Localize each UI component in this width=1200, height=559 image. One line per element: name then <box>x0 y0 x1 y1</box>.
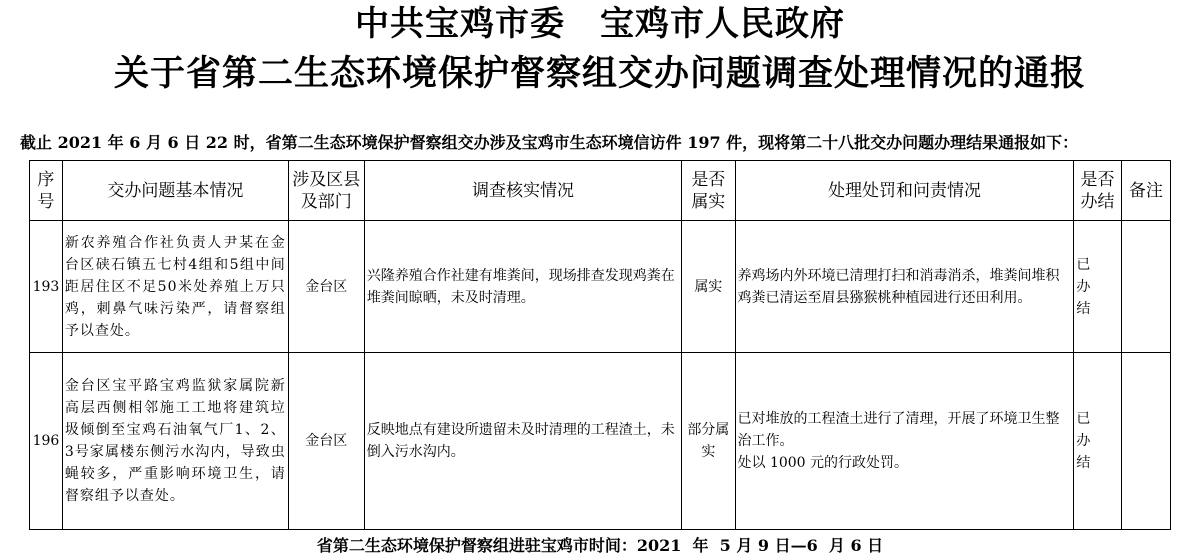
row-district: 金台区 <box>288 221 364 353</box>
row-closed: 已办结 <box>1074 221 1121 353</box>
row-remark <box>1121 353 1170 530</box>
row-verify: 兴隆养殖合作社建有堆粪间，现场排查发现鸡粪在堆粪间晾晒，未及时清理。 <box>364 221 681 353</box>
title-line-2: 关于省第二生态环境保护督察组交办问题调查处理情况的通报 <box>113 53 1086 94</box>
header-punish: 处理处罚和问责情况 <box>735 161 1074 221</box>
header-seq: 序号 <box>30 161 63 221</box>
report-table <box>29 160 1171 530</box>
row-punish-line: 已对堆放的工程渣土进行了清理，开展了环境卫生整治工作。 <box>737 411 1060 449</box>
table-row <box>30 353 1171 530</box>
row-punish <box>735 221 1074 353</box>
row-basic: 新农养殖合作社负责人尹某在金台区硖石镇五七村4组和5组中间距居住区不足50米处养殖上万只鸡，刺鼻气味污染严，请督察组予以查处。 <box>62 221 288 353</box>
row-seq: 193 <box>30 221 63 353</box>
row-is-true: 属实 <box>682 221 735 353</box>
header-verify: 调查核实情况 <box>364 161 681 221</box>
row-is-true: 部分属实 <box>682 353 735 530</box>
header-is-true: 是否属实 <box>682 161 735 221</box>
table-header-row <box>30 161 1171 221</box>
row-district: 金台区 <box>288 353 364 530</box>
intro-text: 截止 2021 年 6 月 6 日 22 时，省第二生态环境保护督察组交办涉及宝鸡市生态环境信访件 197 件，现将第二十八批交办问题办理结果通报如下： <box>20 133 1079 152</box>
row-remark <box>1121 221 1170 353</box>
header-district: 涉及区县及部门 <box>288 161 364 221</box>
footer-label: 省第二生态环境保护督察组进驻宝鸡市时间：2021 年 5 月 9 日—6 月 6 日 <box>316 536 884 555</box>
row-punish <box>735 353 1074 530</box>
header-remark: 备注 <box>1121 161 1170 221</box>
row-punish-line-2: 处以 1000 元的行政处罚。 <box>737 455 909 471</box>
table-row <box>30 221 1171 353</box>
row-basic: 金台区宝平路宝鸡监狱家属院新高层西侧相邻施工工地将建筑垃圾倾倒至宝鸡石油氧气厂1、2、3号家属楼东侧污水沟内，导致虫蝇较多，严重影响环境卫生，请督察组予以查处。 <box>62 353 288 530</box>
row-closed: 已办结 <box>1074 353 1121 530</box>
header-basic: 交办问题基本情况 <box>62 161 288 221</box>
row-punish-line: 养鸡场内外环境已清理打扫和消毒消杀，堆粪间堆积鸡粪已清运至眉县猕猴桃种植园进行还田利用。 <box>737 267 1060 306</box>
footer-text <box>0 536 1200 556</box>
title-line-1: 中共宝鸡市委 宝鸡市人民政府 <box>355 4 845 44</box>
row-seq: 196 <box>30 353 63 530</box>
header-closed: 是否办结 <box>1074 161 1121 221</box>
row-verify: 反映地点有建设所遗留未及时清理的工程渣土，未倒入污水沟内。 <box>364 353 681 530</box>
